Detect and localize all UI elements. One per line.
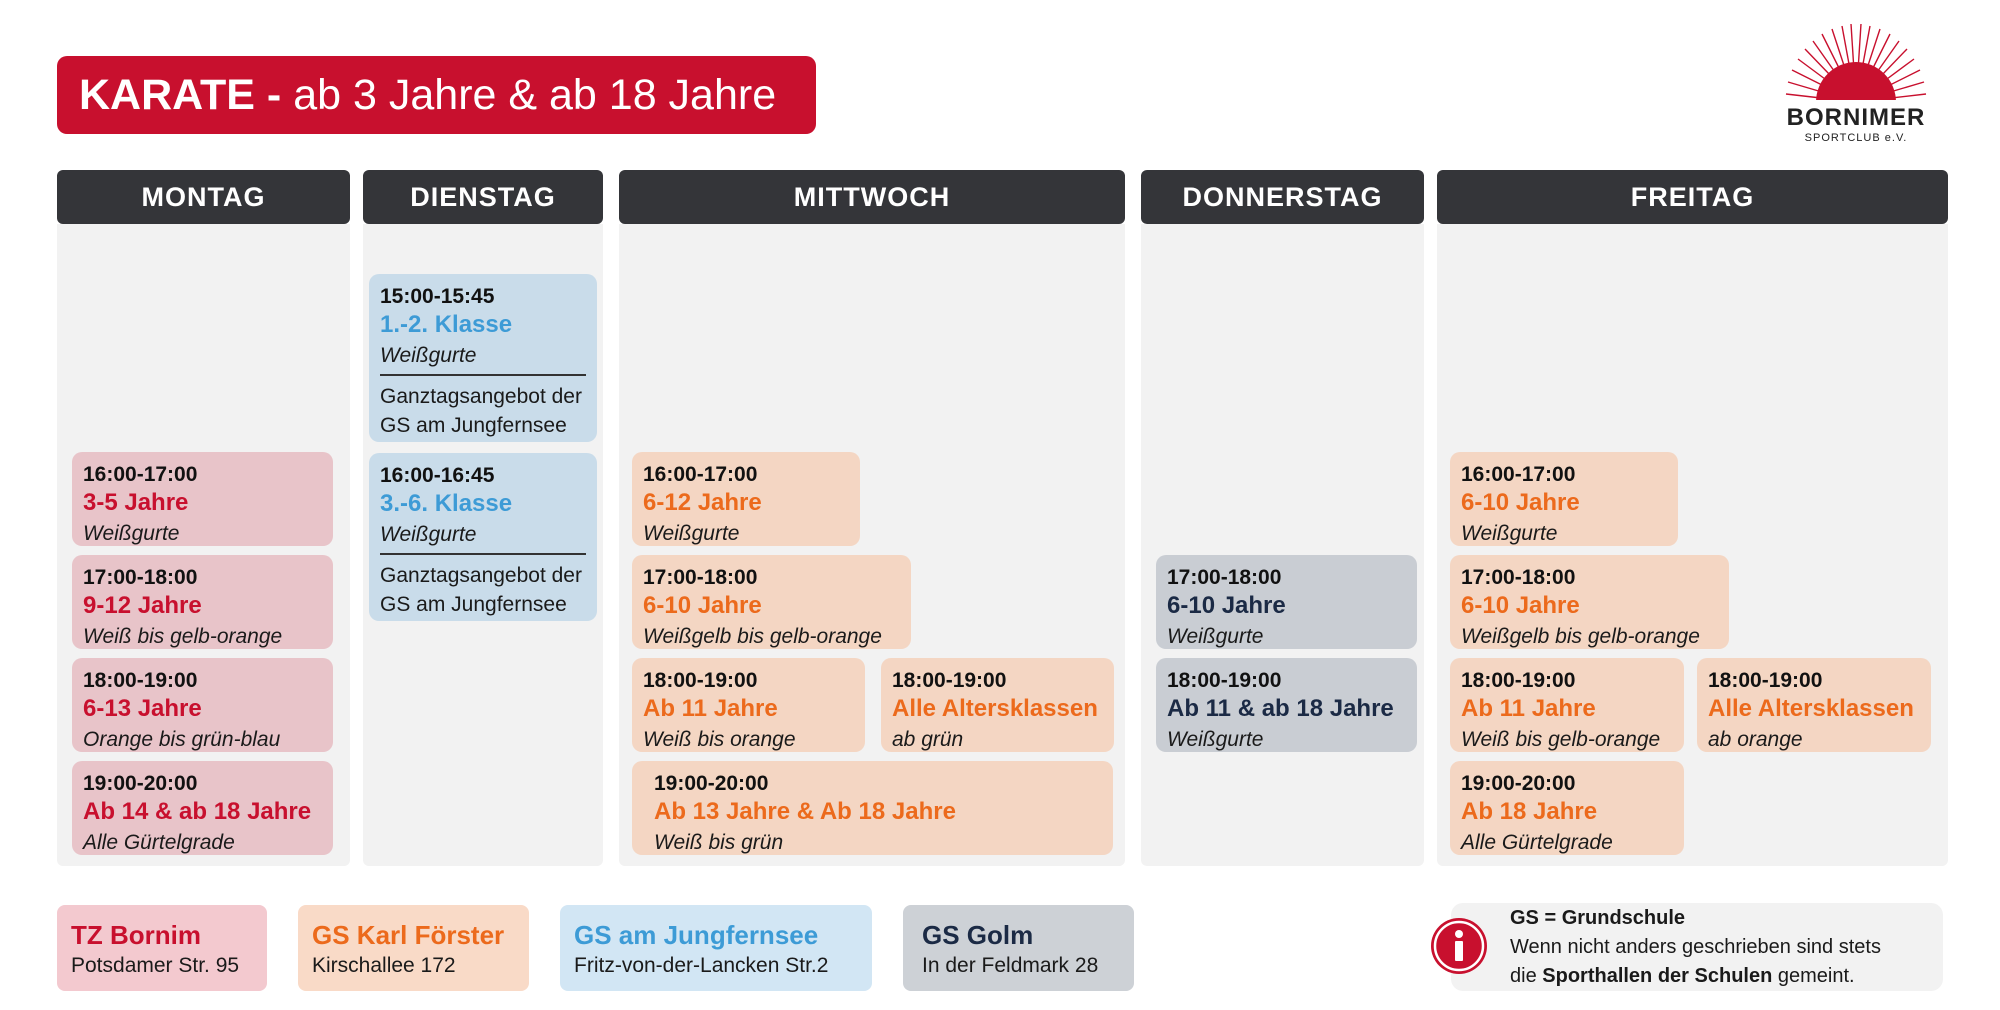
class-age: Ab 14 & ab 18 Jahre: [83, 798, 312, 825]
class-belt: Weißgelb bis gelb-orange: [1461, 625, 1700, 648]
legend-name: GS Golm: [922, 920, 1034, 950]
class-age: 6-12 Jahre: [643, 489, 762, 516]
class-card[interactable]: [1156, 658, 1417, 752]
class-age: 1.-2. Klasse: [380, 311, 513, 338]
class-card[interactable]: [1156, 555, 1417, 649]
class-card[interactable]: [1697, 658, 1931, 752]
class-card[interactable]: [72, 761, 333, 855]
class-age: 6-13 Jahre: [83, 695, 202, 722]
class-time: 17:00-18:00: [83, 566, 198, 589]
class-time: 17:00-18:00: [1167, 566, 1282, 589]
class-belt: Weiß bis gelb-orange: [1461, 728, 1661, 751]
class-note: [380, 555, 597, 619]
class-card[interactable]: [369, 274, 597, 442]
class-card[interactable]: [72, 658, 333, 752]
class-time: 18:00-19:00: [83, 669, 198, 692]
legend-name: GS am Jungfernsee: [574, 920, 819, 950]
class-time: 16:00-17:00: [1461, 463, 1576, 486]
class-age: 3.-6. Klasse: [380, 490, 513, 517]
class-time: 18:00-19:00: [1461, 669, 1576, 692]
class-time: 18:00-19:00: [643, 669, 758, 692]
class-time: 18:00-19:00: [1167, 669, 1282, 692]
class-card[interactable]: [369, 453, 597, 621]
class-time: 18:00-19:00: [892, 669, 1007, 692]
class-belt: Weißgurte: [1167, 728, 1264, 751]
day-header-dienstag: DIENSTAG: [363, 170, 603, 224]
class-age: Ab 11 Jahre: [643, 695, 778, 722]
class-age: 9-12 Jahre: [83, 592, 202, 619]
class-belt: Weiß bis grün: [654, 831, 784, 854]
class-belt: Weißgurte: [380, 523, 477, 546]
legend-address: Kirschallee 172: [312, 954, 456, 977]
class-card[interactable]: [632, 761, 1113, 855]
title-sport: KARATE -: [79, 70, 282, 119]
logo-subname: SPORTCLUB e.V.: [1804, 132, 1908, 144]
class-note-line: Ganztagsangebot der: [380, 385, 582, 408]
info-text: [1510, 904, 1881, 991]
class-note-line: GS am Jungfernsee: [380, 414, 567, 437]
legend-name: TZ Bornim: [71, 920, 201, 950]
day-header-montag: MONTAG: [57, 170, 350, 224]
class-time: 16:00-17:00: [83, 463, 198, 486]
class-card[interactable]: [881, 658, 1114, 752]
class-time: 16:00-17:00: [643, 463, 758, 486]
info-line: Wenn nicht anders geschrieben sind stets: [1510, 936, 1881, 958]
legend-address: In der Feldmark 28: [922, 954, 1099, 977]
class-card[interactable]: [1450, 658, 1684, 752]
class-belt: ab grün: [892, 728, 964, 751]
legend-gs-karl-foerster: [298, 905, 529, 991]
class-belt: Weißgurte: [380, 344, 477, 367]
class-card[interactable]: [1450, 555, 1729, 649]
class-card[interactable]: [72, 452, 333, 546]
class-card[interactable]: [1450, 452, 1678, 546]
class-belt: Alle Gürtelgrade: [1461, 831, 1613, 854]
class-age: Alle Altersklassen: [1708, 695, 1914, 722]
class-belt: ab orange: [1708, 728, 1803, 751]
class-age: 3-5 Jahre: [83, 489, 189, 516]
class-belt: Weiß bis gelb-orange: [83, 625, 283, 648]
class-card[interactable]: [1450, 761, 1684, 855]
class-age: Ab 11 & ab 18 Jahre: [1167, 695, 1394, 722]
class-age: 6-10 Jahre: [1461, 592, 1580, 619]
class-card[interactable]: [632, 555, 911, 649]
class-age: Alle Altersklassen: [892, 695, 1098, 722]
class-belt: Orange bis grün-blau: [83, 728, 281, 751]
class-age: Ab 13 Jahre & Ab 18 Jahre: [654, 798, 956, 825]
class-time: 15:00-15:45: [380, 285, 495, 308]
info-highlight: Sporthallen der Schulen: [1542, 965, 1773, 987]
class-time: 19:00-20:00: [1461, 772, 1576, 795]
title-age-range: ab 3 Jahre & ab 18 Jahre: [293, 70, 777, 119]
class-note: [380, 376, 597, 440]
class-note-line: GS am Jungfernsee: [380, 593, 567, 616]
info-line-suffix: gemeint.: [1777, 965, 1855, 987]
class-age: Ab 18 Jahre: [1461, 798, 1598, 825]
class-note-line: Ganztagsangebot der: [380, 564, 582, 587]
legend-tz-bornim: [57, 905, 267, 991]
class-time: 18:00-19:00: [1708, 669, 1823, 692]
class-time: 16:00-16:45: [380, 464, 495, 487]
day-header-donnerstag: DONNERSTAG: [1141, 170, 1424, 224]
class-age: 6-10 Jahre: [1167, 592, 1286, 619]
page-title: [57, 56, 816, 134]
info-line-prefix: die: [1510, 965, 1537, 987]
day-column-donnerstag: [1141, 224, 1424, 866]
class-time: 19:00-20:00: [654, 772, 769, 795]
class-belt: Alle Gürtelgrade: [83, 831, 235, 854]
class-card[interactable]: [632, 452, 860, 546]
legend-gs-golm: [903, 905, 1134, 991]
legend-gs-am-jungfernsee: [560, 905, 872, 991]
info-heading: GS = Grundschule: [1510, 907, 1686, 929]
class-age: 6-10 Jahre: [643, 592, 762, 619]
sunburst-logo-icon: [1778, 24, 1934, 108]
legend-name: GS Karl Förster: [312, 920, 505, 950]
class-belt: Weiß bis orange: [643, 728, 796, 751]
class-belt: Weißgurte: [1461, 522, 1558, 545]
day-header-mittwoch: MITTWOCH: [619, 170, 1125, 224]
legend-address: Fritz-von-der-Lancken Str.2: [574, 954, 829, 977]
class-time: 17:00-18:00: [1461, 566, 1576, 589]
class-time: 17:00-18:00: [643, 566, 758, 589]
club-logo: [1778, 24, 1934, 148]
class-card[interactable]: [72, 555, 333, 649]
class-time: 19:00-20:00: [83, 772, 198, 795]
class-belt: Weißgurte: [83, 522, 180, 545]
class-belt: Weißgurte: [1167, 625, 1264, 648]
info-icon: [1431, 918, 1487, 974]
legend-address: Potsdamer Str. 95: [71, 954, 240, 977]
day-header-freitag: FREITAG: [1437, 170, 1948, 224]
class-age: 6-10 Jahre: [1461, 489, 1580, 516]
class-age: Ab 11 Jahre: [1461, 695, 1596, 722]
logo-name: BORNIMER: [1786, 104, 1926, 131]
class-belt: Weißgelb bis gelb-orange: [643, 625, 882, 648]
class-card[interactable]: [632, 658, 865, 752]
class-belt: Weißgurte: [643, 522, 740, 545]
